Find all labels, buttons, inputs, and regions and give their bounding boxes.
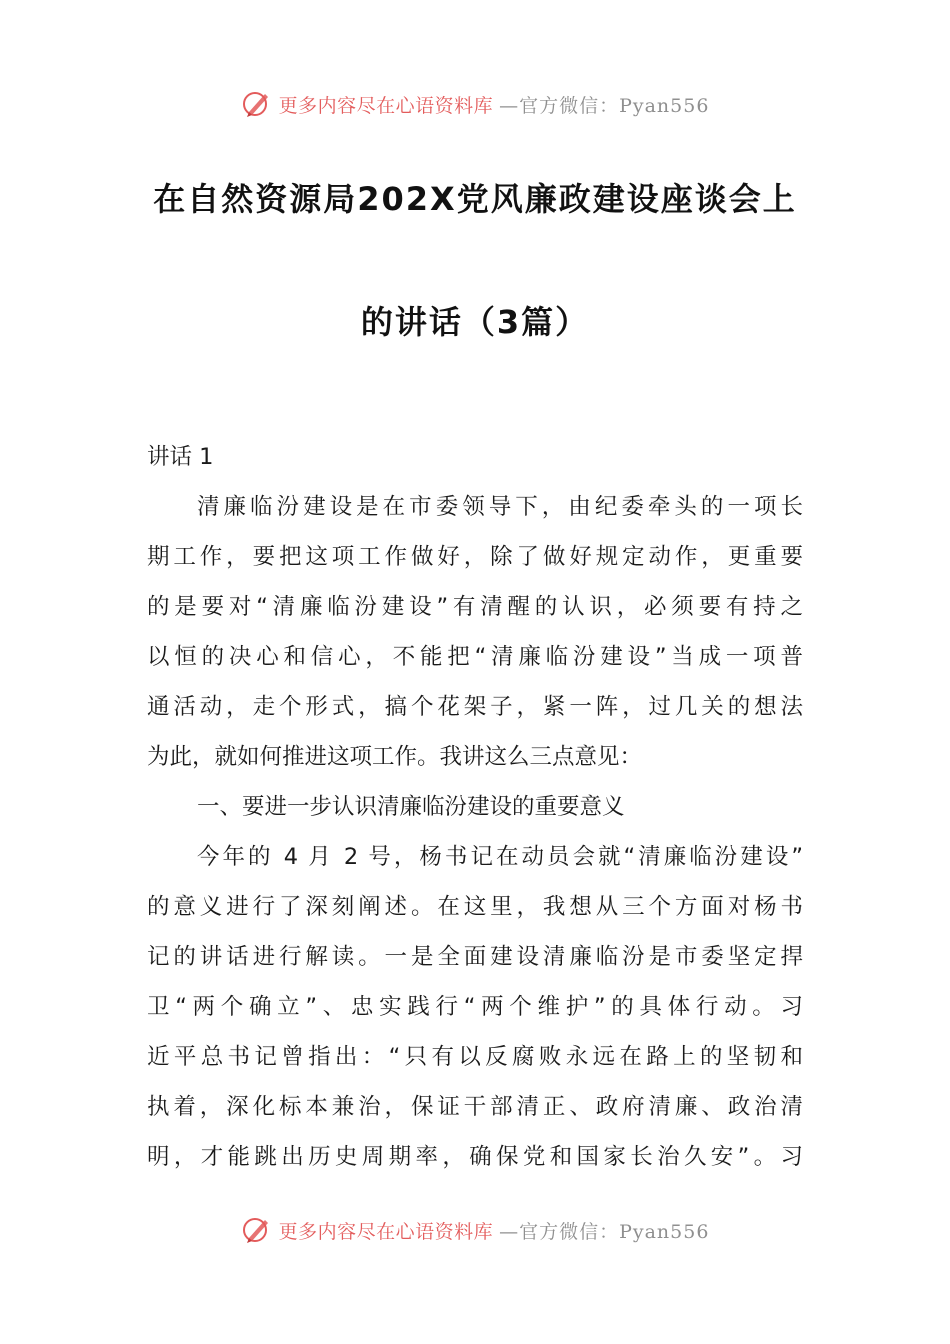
pen-logo-icon bbox=[241, 1214, 273, 1246]
body-line: 记的讲话进行解读。一是全面建设清廉临汾是市委坚定捍 bbox=[147, 944, 803, 970]
watermark-text: 更多内容尽在心语资料库 bbox=[278, 1220, 494, 1243]
body-line: 的意义进行了深刻阐述。在这里，我想从三个方面对杨书 bbox=[147, 894, 803, 920]
body-line: 近平总书记曾指出：“只有以反腐败永远在路上的坚韧和 bbox=[147, 1044, 803, 1070]
footer-watermark bbox=[0, 1210, 950, 1250]
body-line: 明，才能跳出历史周期率，确保党和国家长治久安”。习 bbox=[147, 1144, 803, 1170]
watermark-text: 更多内容尽在心语资料库 bbox=[278, 94, 494, 117]
section-heading: 讲话 1 bbox=[147, 444, 214, 470]
header-watermark bbox=[0, 84, 950, 124]
body-line: 卫“两个确立”、忠实践行“两个维护”的具体行动。习 bbox=[147, 994, 803, 1020]
body-line: 以恒的决心和信心，不能把“清廉临汾建设”当成一项普 bbox=[147, 644, 803, 670]
body-line: 通活动，走个形式，搞个花架子，紧一阵，过几关的想法 bbox=[147, 694, 803, 720]
document-body bbox=[147, 432, 803, 1182]
document-title-line-2: 的讲话（3篇） bbox=[360, 303, 590, 341]
body-line: 为此，就如何推进这项工作。我讲这么三点意见： bbox=[147, 744, 643, 770]
pen-logo-icon bbox=[241, 88, 273, 120]
body-line: 清廉临汾建设是在市委领导下，由纪委牵头的一项长 bbox=[197, 494, 803, 520]
subheading: 一、要进一步认识清廉临汾建设的重要意义 bbox=[197, 794, 625, 820]
body-line: 今年的 4 月 2 号，杨书记在动员会就“清廉临汾建设” bbox=[197, 844, 803, 870]
body-line: 的是要对“清廉临汾建设”有清醒的认识，必须要有持之 bbox=[147, 594, 803, 620]
body-line: 期工作，要把这项工作做好，除了做好规定动作，更重要 bbox=[147, 544, 803, 570]
document-title-line-1: 在自然资源局202X党风廉政建设座谈会上 bbox=[153, 180, 797, 218]
watermark-contact: —官方微信：Pyan556 bbox=[499, 94, 710, 117]
body-line: 执着，深化标本兼治，保证干部清正、政府清廉、政治清 bbox=[147, 1094, 803, 1120]
watermark-contact: —官方微信：Pyan556 bbox=[499, 1220, 710, 1243]
